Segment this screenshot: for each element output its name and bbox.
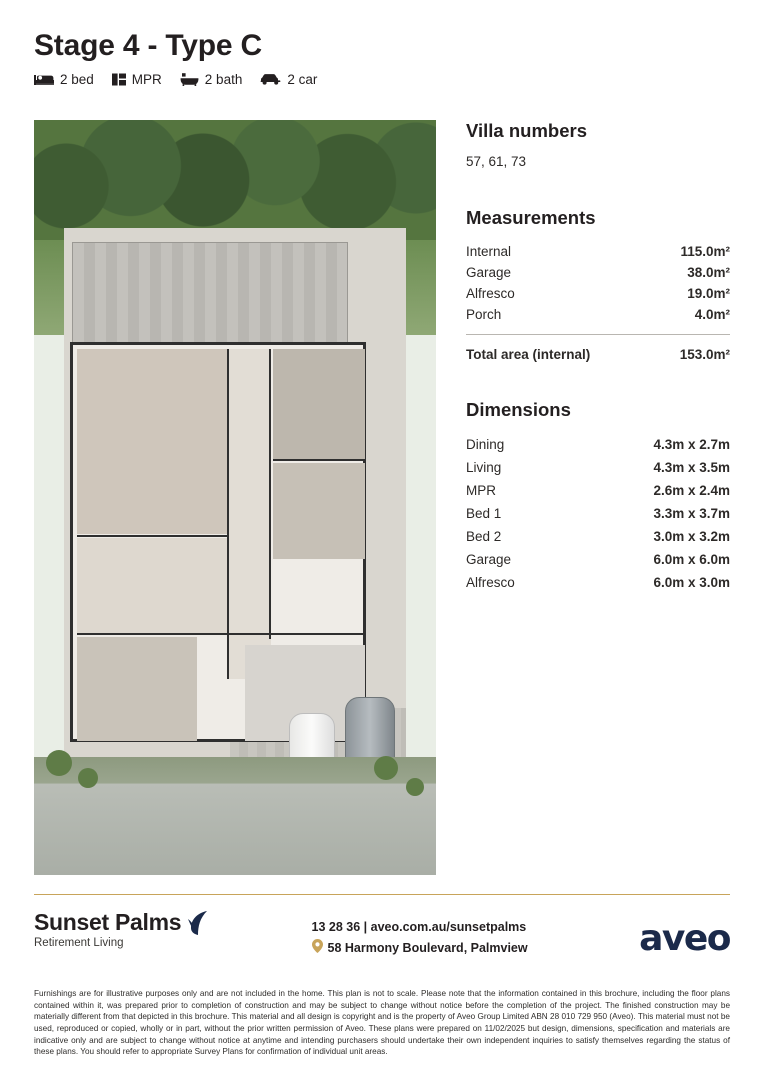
dimension-value: 6.0m x 6.0m	[653, 552, 730, 567]
spec-mpr	[112, 72, 162, 87]
bed-icon	[34, 73, 54, 86]
page-header	[34, 30, 434, 87]
spec-car	[260, 72, 317, 87]
brand-name: Sunset Palms	[34, 909, 182, 935]
dimension-row	[466, 525, 730, 548]
contact-phone-web[interactable]: 13 28 36 | aveo.com.au/sunsetpalms	[311, 920, 527, 934]
measurement-total-value: 153.0m²	[679, 347, 730, 362]
measurement-label: Alfresco	[466, 286, 515, 301]
dimension-value: 3.3m x 3.7m	[653, 506, 730, 521]
villa-numbers-value: 57, 61, 73	[466, 154, 527, 169]
measurement-row	[466, 304, 730, 325]
measurement-label: Internal	[466, 244, 512, 259]
spec-mpr-label: MPR	[131, 71, 162, 87]
dimension-label: Dining	[466, 437, 505, 452]
dimension-row	[466, 548, 730, 571]
measurement-total-label: Total area (internal)	[466, 347, 591, 362]
dimension-value: 3.0m x 3.2m	[653, 529, 730, 544]
measurement-value: 115.0m²	[680, 244, 730, 259]
dimension-row	[466, 571, 730, 594]
aveo-logo: aveo	[639, 918, 730, 959]
dimensions-heading: Dimensions	[466, 399, 571, 420]
floorplan-image	[34, 120, 436, 875]
spec-bath-label: 2 bath	[204, 71, 243, 87]
spec-bed-label: 2 bed	[60, 71, 94, 87]
divider	[466, 334, 730, 335]
page-footer	[34, 910, 730, 990]
spec-bed	[34, 72, 94, 87]
disclaimer-text: Furnishings are for illustrative purposes only and are not included in the home. This plan is not to scale. Please note that the information contained in this brochure, including the floor plans contained within it, was prepared prior to completion of construction and may be subject to change without notice before the completion of the project. The finished construction may be materially different from that depicted in this brochure. This material and all design is copyright and is the property of Aveo Group Limited ABN 28 010 729 950 (Aveo). This material must not be used, reproduced or copied, wholly or in part, without the prior written permission of Aveo. These plans were prepared on 11/02/2025 but design, dimensions, specification and materials are indicative only and are subject to change without notice at anytime and intending purchasers should undertake their own independent inquiries to satisfy themselves regarding the status of these plans. You should refer to appropriate Survey Plans for confirmation of individual unit areas.	[34, 989, 730, 1057]
measurement-label: Garage	[466, 265, 512, 280]
contact-block	[312, 910, 612, 956]
measurement-row	[466, 283, 730, 304]
measurements-heading: Measurements	[466, 207, 596, 228]
page-title: Stage 4 - Type C	[34, 29, 262, 62]
mpr-icon	[112, 73, 126, 86]
bath-icon	[180, 72, 199, 86]
dimension-row	[466, 456, 730, 479]
dimension-label: Garage	[466, 552, 512, 567]
dimensions-section	[466, 399, 730, 594]
dimension-row	[466, 502, 730, 525]
details-column	[466, 120, 730, 594]
dimension-label: Alfresco	[466, 575, 515, 590]
villa-numbers-heading: Villa numbers	[466, 120, 587, 141]
measurements-section	[466, 207, 730, 365]
measurement-row	[466, 262, 730, 283]
dimension-value: 2.6m x 2.4m	[653, 483, 730, 498]
dimension-label: Living	[466, 460, 502, 475]
contact-address: 58 Harmony Boulevard, Palmview	[327, 940, 528, 955]
location-pin-icon	[312, 939, 323, 956]
floorplan-house	[70, 342, 366, 742]
dimension-value: 4.3m x 3.5m	[653, 460, 730, 475]
spec-car-label: 2 car	[287, 71, 318, 87]
dimension-row	[466, 479, 730, 502]
measurement-value: 4.0m²	[694, 307, 730, 322]
measurement-total-row	[466, 344, 730, 365]
palm-leaf-icon	[187, 910, 209, 941]
dimension-label: MPR	[466, 483, 496, 498]
measurement-row	[466, 241, 730, 262]
footer-divider	[34, 894, 730, 895]
dimension-label: Bed 1	[466, 506, 502, 521]
spec-bath	[180, 72, 243, 87]
measurement-value: 38.0m²	[687, 265, 730, 280]
measurement-label: Porch	[466, 307, 502, 322]
dimension-row	[466, 433, 730, 456]
measurement-value: 19.0m²	[687, 286, 730, 301]
car-icon	[260, 73, 281, 85]
dimension-label: Bed 2	[466, 529, 502, 544]
brand-tagline: Retirement Living	[34, 937, 124, 950]
sunset-palms-logo	[34, 910, 284, 949]
spec-list	[34, 72, 434, 87]
dimension-value: 6.0m x 3.0m	[653, 575, 730, 590]
dimension-value: 4.3m x 2.7m	[653, 437, 730, 452]
